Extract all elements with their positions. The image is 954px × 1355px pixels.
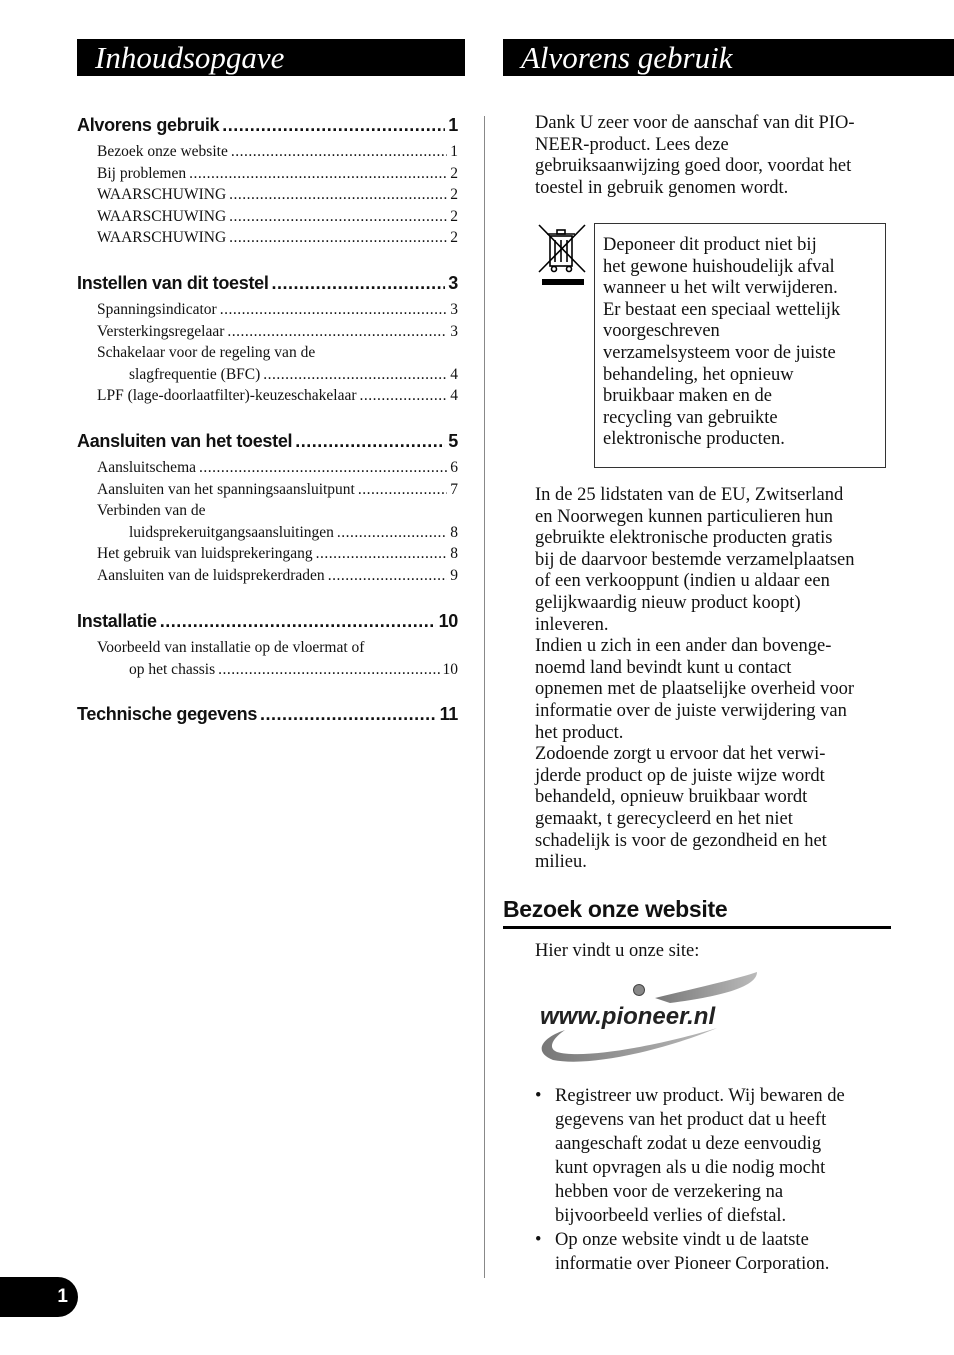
toc-entry-page: 2 xyxy=(450,186,458,203)
toc-entry-page: 2 xyxy=(450,229,458,246)
toc-entry-title: WAARSCHUWING xyxy=(97,207,227,225)
toc-entry-page: 4 xyxy=(450,365,458,383)
disposal-paragraph xyxy=(535,485,895,874)
toc-heading-title: Technische gegevens xyxy=(77,704,258,724)
toc-leader-dots xyxy=(328,565,448,587)
toc-entry-title: LPF (lage-doorlaatfilter)-keuzeschakelaar xyxy=(97,387,357,404)
website-bullets xyxy=(535,1084,880,1276)
toc-entry xyxy=(77,163,458,185)
toc-heading xyxy=(77,430,458,452)
toc-entry-title: WAARSCHUWING xyxy=(97,186,227,203)
toc-entry xyxy=(77,565,458,587)
toc-entry-title: Aansluitschema xyxy=(97,459,197,476)
toc-leader-dots xyxy=(263,364,447,386)
toc-entry xyxy=(77,385,458,407)
toc-leader-dots xyxy=(295,430,445,452)
toc-leader-dots xyxy=(199,457,447,479)
toc-entry xyxy=(77,543,458,565)
toc-entry-title: Voorbeeld van installatie op de vloermat of xyxy=(97,639,365,656)
toc-entry xyxy=(77,479,458,501)
toc-entry-title: Verbinden van de xyxy=(97,502,206,519)
toc-heading-title: Aansluiten van het toestel xyxy=(77,431,293,451)
toc-leader-dots xyxy=(189,163,447,185)
toc-leader-dots xyxy=(358,479,447,501)
logo-text: www.pioneer.nl xyxy=(540,1003,716,1030)
toc-leader-dots xyxy=(337,522,447,544)
text-line: Indien u zich in een ander dan bovenge- xyxy=(535,636,832,657)
toc-heading-page: 11 xyxy=(439,704,458,724)
text-line: het product. xyxy=(535,722,624,743)
text-line: behandeld, opnieuw bruikbaar wordt xyxy=(535,787,808,808)
toc-entry xyxy=(77,206,458,228)
toc-leader-dots xyxy=(218,659,439,681)
toc-leader-dots xyxy=(316,543,448,565)
toc-banner: Inhoudsopgave xyxy=(77,39,465,76)
text-line: behandeling, het opnieuw xyxy=(603,364,794,385)
bullet-line: kunt opvragen als u die nodig mocht xyxy=(555,1158,826,1178)
toc-entry-page: 6 xyxy=(450,459,458,476)
toc-heading-page: 1 xyxy=(448,115,458,135)
toc-leader-dots xyxy=(272,272,446,294)
toc-entry xyxy=(77,659,458,681)
text-line: Er bestaat een speciaal wettelijk xyxy=(603,299,841,320)
toc-heading xyxy=(77,114,458,136)
toc-entry xyxy=(77,364,458,386)
toc-section xyxy=(77,272,458,407)
text-line: In de 25 lidstaten van de EU, Zwitserland xyxy=(535,485,844,505)
bullet-line: aangeschaft zodat u deze eenvoudig xyxy=(555,1134,822,1154)
toc-heading xyxy=(77,272,458,294)
text-line: elektronische producten. xyxy=(603,429,785,450)
bullet-item xyxy=(535,1228,880,1276)
toc-heading-title: Installatie xyxy=(77,611,157,631)
text-line: het gewone huishoudelijk afval xyxy=(603,256,835,277)
toc-leader-dots xyxy=(231,141,447,163)
toc-entry-title: Aansluiten van de luidsprekerdraden xyxy=(97,566,325,584)
toc-entry-title-cont: slagfrequentie (BFC) xyxy=(129,365,261,383)
bullet-line: gegevens van het product dat u heeft xyxy=(555,1110,827,1130)
toc-heading xyxy=(77,610,458,632)
toc-entry-title: Bezoek onze website xyxy=(97,143,228,160)
toc-entry-page: 9 xyxy=(450,566,458,584)
toc-leader-dots xyxy=(222,114,445,136)
toc-entry-page: 10 xyxy=(442,660,458,678)
column-divider xyxy=(484,116,485,1278)
bullet-line: hebben voor de verzekering na xyxy=(555,1182,784,1202)
text-line: recycling van gebruikte xyxy=(603,407,778,428)
text-line: gemaakt, t gerecycleerd en het niet xyxy=(535,808,793,829)
text-line: Zodoende zorgt u ervoor dat het verwi- xyxy=(535,744,826,765)
toc-heading-title: Alvorens gebruik xyxy=(77,115,220,135)
toc-entry-title: Bij problemen xyxy=(97,164,187,182)
toc-heading-page: 5 xyxy=(448,431,458,451)
website-heading: Bezoek onze website xyxy=(503,894,891,929)
text-line: toestel in gebruik genomen wordt. xyxy=(535,177,789,198)
text-line: gebruiksaanwijzing goed door, voordat het xyxy=(535,156,852,177)
toc-entry-title: Aansluiten van het spanningsaansluitpunt xyxy=(97,480,355,498)
toc-entry-page: 3 xyxy=(450,301,458,318)
toc-entry-page: 4 xyxy=(450,387,458,404)
toc-entry-page: 1 xyxy=(450,143,458,160)
toc-entry xyxy=(77,141,458,163)
toc-leader-dots xyxy=(229,227,447,249)
text-line: Dank U zeer voor de aanschaf van dit PIO- xyxy=(535,113,855,133)
toc-leader-dots xyxy=(160,610,436,632)
text-line: voorgeschreven xyxy=(603,321,720,342)
bullet-item xyxy=(535,1084,880,1228)
toc-leader-dots xyxy=(227,321,447,343)
bullet-line: • Op onze website vindt u de laatste xyxy=(555,1230,809,1250)
toc-heading-title: Instellen van dit toestel xyxy=(77,273,269,293)
website-intro: Hier vindt u onze site: xyxy=(535,941,700,961)
toc-entry-title: Schakelaar voor de regeling van de xyxy=(97,344,316,361)
toc-entry-title: WAARSCHUWING xyxy=(97,229,227,246)
text-line: Deponeer dit product niet bij xyxy=(603,235,817,255)
crossed-bin-icon xyxy=(536,222,588,288)
text-line: gelijkwaardig nieuw product koopt) xyxy=(535,592,801,613)
toc-leader-dots xyxy=(220,299,448,321)
text-line: schadelijk is voor de gezondheid en het xyxy=(535,830,827,851)
toc-entry-title-cont: luidsprekeruitgangsaansluitingen xyxy=(129,523,334,541)
bullet-line: bijvoorbeeld verlies of diefstal. xyxy=(555,1206,787,1226)
toc-entry xyxy=(77,299,458,321)
toc-entry-page: 8 xyxy=(450,523,458,541)
toc-leader-dots xyxy=(229,206,447,228)
toc-section xyxy=(77,114,458,249)
text-line: milieu. xyxy=(535,852,587,873)
toc-entry xyxy=(77,321,458,343)
text-line: gebruikte elektronische producten gratis xyxy=(535,528,833,549)
toc-entry-title: Het gebruik van luidsprekeringang xyxy=(97,545,313,562)
bullet-line: informatie over Pioneer Corporation. xyxy=(555,1254,830,1274)
text-line: jderde product op de juiste wijze wordt xyxy=(535,765,825,786)
toc-entry xyxy=(77,227,458,249)
toc-entry xyxy=(77,457,458,479)
text-line: informatie over de juiste verwijdering van xyxy=(535,700,847,721)
toc-entry-title: Versterkingsregelaar xyxy=(97,322,225,340)
toc-entry xyxy=(77,184,458,206)
text-line: NEER-product. Lees deze xyxy=(535,134,729,155)
toc-leader-dots xyxy=(260,703,437,725)
text-line: opnemen met de plaatselijke overheid voor xyxy=(535,679,855,700)
toc-entry-page: 7 xyxy=(450,480,458,498)
toc-entry-title-cont: op het chassis xyxy=(129,660,216,678)
toc-section xyxy=(77,703,458,730)
toc-entry-page: 3 xyxy=(450,322,458,340)
toc-entry-page: 2 xyxy=(450,207,458,225)
toc-heading-page: 10 xyxy=(438,611,458,631)
toc-leader-dots xyxy=(360,385,448,407)
disposal-notice xyxy=(594,223,886,468)
text-line: en Noorwegen kunnen particulieren hun xyxy=(535,506,833,527)
pioneer-logo xyxy=(535,968,760,1064)
toc-heading-page: 3 xyxy=(448,273,458,293)
section-banner: Alvorens gebruik xyxy=(503,39,954,76)
toc-entry-page: 2 xyxy=(450,164,458,182)
toc-section xyxy=(77,610,458,680)
text-line: verzamelsysteem voor de juiste xyxy=(603,342,836,363)
text-line: wanneer u het wilt verwijderen. xyxy=(603,278,838,299)
text-line: bij de daarvoor bestemde verzamelplaatsen xyxy=(535,549,855,570)
toc-entry xyxy=(77,522,458,544)
page-number: 1 xyxy=(0,1277,78,1317)
text-line: bruikbaar maken en de xyxy=(603,386,772,407)
text-line: of een verkooppunt (indien u aldaar een xyxy=(535,571,830,592)
toc-leader-dots xyxy=(229,184,447,206)
toc-entry-page: 8 xyxy=(450,545,458,562)
toc-heading xyxy=(77,703,458,725)
toc-entry-title: Spanningsindicator xyxy=(97,301,217,318)
intro-paragraph xyxy=(535,113,895,199)
toc-section xyxy=(77,430,458,586)
text-line: noemd land bevindt kunt u contact xyxy=(535,657,792,678)
text-line: inleveren. xyxy=(535,614,609,635)
bullet-line: • Registreer uw product. Wij bewaren de xyxy=(555,1086,845,1106)
